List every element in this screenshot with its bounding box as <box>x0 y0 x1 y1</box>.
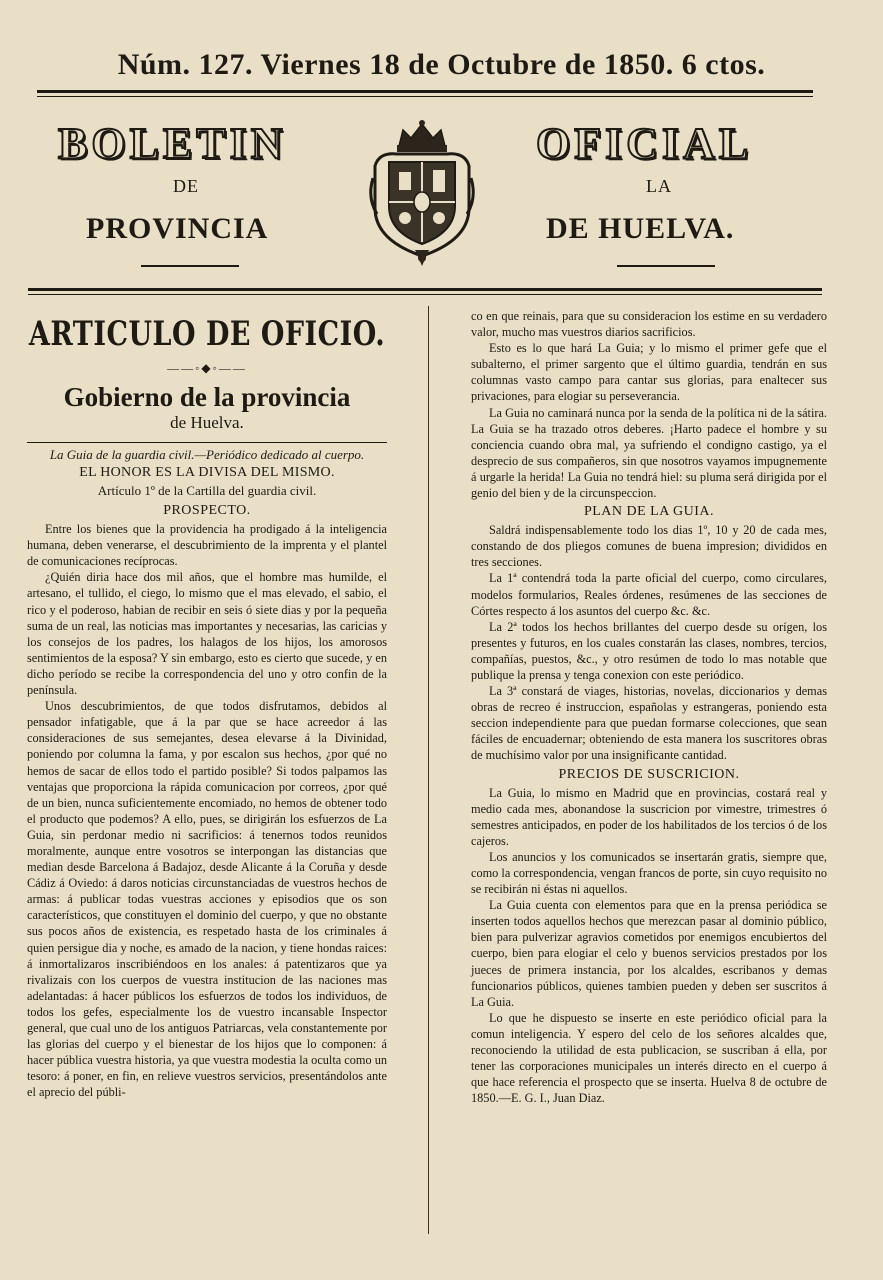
paragraph: La 3ª constará de viages, historias, novelas, diccionarios y demas obras de recreo é instruccion, españolas y estrangeras, poniendo esta seccion independiente para que puedan formarse colecciones, que sean fáciles de encuadernar; obteniendo de esta manera los suscritores obras de muchísimo valor por una insignificante cantidad. <box>471 684 827 763</box>
rule-masthead-bottom-thin <box>28 294 822 295</box>
precios-heading: PRECIOS DE SUSCRICION. <box>558 766 740 782</box>
prospectus-header <box>27 442 387 520</box>
section-title: ARTICULO DE OFICIO. <box>28 315 386 354</box>
paragraph: Los anuncios y los comunicados se insertarán gratis, siempre que, como la correspondencia, vengan francos de porte, sin cuyo requisito no se recibirán ni éstas ni aquellos. <box>471 849 827 897</box>
short-rule-left <box>141 265 239 267</box>
paragraph: La 2ª todos los hechos brillantes del cuerpo desde su orígen, los presentes y futuros, en los cuales constarán las clases, nombres, tercios, compañías, puestos, &c., y otro resúmen de todo lo mas notable que publique la prensa y tenga conexion con este periódico. <box>471 619 827 682</box>
subtitle-de-huelva: DE HUELVA. <box>546 212 735 245</box>
paragraph: Unos descubrimientos, de que todos disfrutamos, debidos al pensador infatigable, que á la par que se hace acreedor á las consideraciones de sus semejantes, desea elevarse á la Divinidad, poniendo por columna la fama, y por escalon sus hechos, ¿por qué no hemos de sacar de ellos todo el partido posible? Si todos palpamos las ventajas que proporciona la rápida comunicacion por correos, ¿por qué de un bien, nunca suficientemente encomiado, no hemos de obtener todo el producto que podemos? A ello, pues, se dirigirán los esfuerzos de La Guia, sin perdonar medio ni sacrificios: á tenernos todos reunidos moralmente, aunque entre vosotros se interpongan las distancias que median desde Barcelona á Badajoz, desde Alicante á la Coruña y desde Cádiz á Oviedo: á daros noticias circunstanciadas de vuestros hechos de armas: á publicar todas vuestras acciones y episodios que os son característicos, que constituyen el dominio del cuerpo, y que no obstante sus pocos años de existencia, es respetado hasta de los criminales á quien persigue dia y noche, es amado de la nacion, y tiene hondas raices: á inmortalizaros inscribiéndoos en los anales: á patentizaros que ya rivalizais con los cuerpos de vuestra institucion de las naciones mas adelantadas: á hacer públicos los esfuerzos de todos los individuos, de todos los gefes, especialmente los de vuestro incansable Inspector general, que cual uno de los antiguos Patriarcas, vela constantemente por las glorias del cuerpo y el bienestar de los hijos que lo componen: á hacer pública vuestra historia, ya que vuestra modestia la oculta como un tesoro: á poner, en fin, en relieve vuestros servicios, presentándolos ante el aprecio del públi- <box>27 699 387 1100</box>
column-divider <box>428 306 429 1234</box>
paragraph: La Guia, lo mismo en Madrid que en provincias, costará real y medio cada mes, abonandose la suscricion por vimestre, trimestres ó semestres anticipados, en poder de los habilitados de los tercios ó de los cajeros. <box>471 785 827 848</box>
left-column <box>27 308 387 1100</box>
guia-line: La Guia de la guardia civil.—Periódico dedicado al cuerpo. <box>49 447 365 463</box>
paragraph: Entre los bienes que la providencia ha prodigado á la inteligencia humana, deben venerarse, el descubrimiento de la imprenta y el plantel de comunicaciones recíprocas. <box>27 522 387 569</box>
paragraph: La Guia no caminará nunca por la senda de la política ni de la sátira. La Guia se ha trazado otros deberes. ¡Harto padece el hombre y su conciencia cuando obra mal, ya sufriendo el condigno castigo, ya el desprecio de sus compañeros, sin que nosotros vayamos impugnemente á urgarle la herida! La Guia no tendrá hiel: su pluma será dirigida por el genio del bien y de la circunspeccion. <box>471 405 827 501</box>
rule-masthead-bottom-thick <box>28 288 822 291</box>
motto: EL HONOR ES LA DIVISA DEL MISMO. <box>79 465 335 481</box>
paragraph: ¿Quién diria hace dos mil años, que el hombre mas humilde, el artesano, el tullido, el ciego, lo mismo que el mas elevado, el sabio, el rico y el poderoso, habian de recibir en seis ó siete dias y por la pequeña suma de un real, las noticias mas importantes y necesarias, las caricias y los consejos de los padres, los halagos de los hijos, los amorosos sentimientos de la esposa? Y sin embargo, esto es cierto que sucede, y en dicho período se recibe la correspondencia del uno y otro confin de la península. <box>27 570 387 698</box>
paragraph: Saldrá indispensablemente todo los dias 1º, 10 y 20 de cada mes, constando de dos pliegos comunes de buena impresion; divididos en tres secciones. <box>471 523 827 570</box>
title-oficial: OFICIAL <box>536 119 753 168</box>
masthead <box>0 0 883 300</box>
coat-of-arms-icon <box>369 118 475 268</box>
government-title: Gobierno de la provincia <box>63 382 351 413</box>
paragraph: co en que reinais, para que su consideracion los estime en su verdadero valor, mucho mas vuestros diarios sacrificios. <box>471 309 827 340</box>
prospecto-heading: PROSPECTO. <box>163 503 251 519</box>
rule-top-thick <box>37 90 813 93</box>
caption-de: DE <box>173 176 199 196</box>
article-reference: Artículo 1º de la Cartilla del guardia civil. <box>97 483 317 499</box>
title-boletin: BOLETIN <box>58 119 287 168</box>
government-subtitle: de Huelva. <box>170 413 244 433</box>
paragraph: Lo que he dispuesto se inserte en este periódico oficial para la comun inteligencia. Y espero del celo de los señores alcaldes que, reconociendo la utilidad de esta publicacion, se suscriban á ella, por tener las corporaciones municipales un interés directo en el cuerpo á que hace referencia el prospecto que se inserta. Huelva 8 de octubre de 1850.—E. G. I., Juan Diaz. <box>471 1010 827 1106</box>
ornament-divider: ——◦◆◦—— <box>167 361 247 375</box>
short-rule-right <box>617 265 715 267</box>
paragraph: Esto es lo que hará La Guia; y lo mismo el primer gefe que el subalterno, el primer sargento que el último guardia, tendrán en sus columnas vasto campo para cantar sus glorias, para enaltecer sus privaciones, para elogiar su perseverancia. <box>471 341 827 404</box>
issue-line: Núm. 127. Viernes 18 de Octubre de 1850. 6 ctos. <box>117 48 766 81</box>
rule-top-thin <box>37 96 813 97</box>
right-column <box>471 308 827 1106</box>
subtitle-provincia: PROVINCIA <box>86 212 269 245</box>
caption-la: LA <box>646 176 672 196</box>
plan-heading: PLAN DE LA GUIA. <box>583 504 715 520</box>
paragraph: La 1ª contendrá toda la parte oficial del cuerpo, como circulares, modelos formularios, Reales órdenes, resúmenes de las secciones de Córtes respecto á los asuntos del cuerpo &c. &c. <box>471 571 827 618</box>
paragraph: La Guia cuenta con elementos para que en la prensa periódica se inserten todos aquellos hechos que merezcan pasar al dominio público, bien para pulverizar agravios cometidos por enemigos encubiertos del cuerpo, bien para elogiar el celo y buenos servicios prestados por los jueces de primera instancia, por los alcaldes, escribanos y demas funcionarios públicos, quienes tambien pueden y deben ser suscritos á La Guia. <box>471 898 827 1009</box>
